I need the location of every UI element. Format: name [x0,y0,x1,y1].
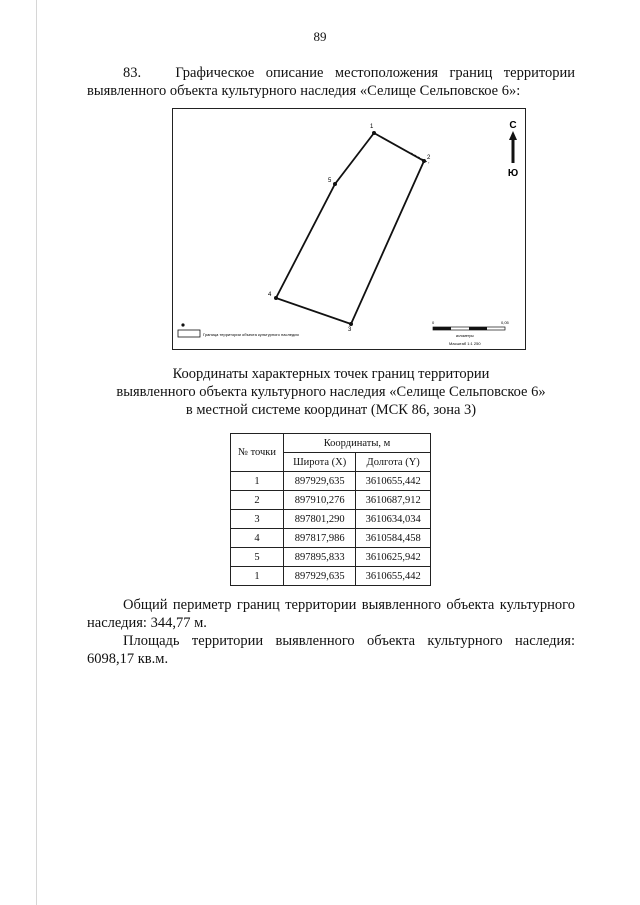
table-row [231,529,431,548]
cell-y: 3610687,912 [356,491,431,510]
vertex-marker-2 [422,159,426,163]
perimeter-paragraph: Общий периметр границ территории выявленного объекта культурного наследия: 344,77 м. [87,597,575,631]
cell-y: 3610625,942 [356,548,431,567]
vertex-label-3: 3 [348,327,352,333]
cell-x: 897929,635 [284,567,356,586]
legend-swatch [178,330,200,337]
vertex-label-4: 4 [268,292,272,298]
vertex-marker-5 [333,182,337,186]
header-coordinates: Координаты, м [284,434,431,453]
page-number: 89 [313,29,327,44]
vertex-marker-4 [274,296,278,300]
coordinates-table [230,433,431,586]
area-paragraph: Площадь территории выявленного объекта культурного наследия: 6098,17 кв.м. [87,633,575,667]
cell-x: 897910,276 [284,491,356,510]
cell-x: 897817,986 [284,529,356,548]
table-row [231,548,431,567]
boundary-line [276,133,424,324]
boundary-map-svg [173,109,525,349]
compass-north-label: С [509,120,517,131]
cell-y: 3610584,458 [356,529,431,548]
table-row [231,510,431,529]
cell-y: 3610634,034 [356,510,431,529]
coordinates-title-line-3: в местной системе координат (МСК 86, зона 3) [185,402,477,418]
cell-y: 3610655,442 [356,567,431,586]
scale-unit-label: километры [456,334,474,338]
scale-end-label: 0,05 [501,320,509,325]
cell-x: 897929,635 [284,472,356,491]
scale-ratio-label: Масштаб 1:1 250 [449,341,481,346]
scale-start-label: 0 [432,320,435,325]
cell-x: 897801,290 [284,510,356,529]
table-row [231,491,431,510]
cell-point: 1 [231,472,284,491]
cell-x: 897895,833 [284,548,356,567]
scale-bar [432,320,510,346]
header-latitude: Широта (X) [284,453,356,472]
vertex-label-2: 2 [427,155,431,161]
vertex-marker-3 [349,322,353,326]
cell-point: 3 [231,510,284,529]
coordinates-title-line-2: выявленного объекта культурного наследия «Селище Сельповское 6» [116,384,546,400]
vertex-label-5: 5 [328,178,332,184]
section-heading: 83. Графическое описание местоположения границ территории выявленного объекта культурного наследия «Селище Сельповское 6»: [87,65,575,99]
cell-point: 5 [231,548,284,567]
cell-y: 3610655,442 [356,472,431,491]
map-legend [178,323,299,337]
coordinates-title [87,365,575,419]
cell-point: 2 [231,491,284,510]
legend-label: Граница территории объекта культурного наследия [203,332,299,337]
table-row [231,567,431,586]
north-arrow-icon [508,120,518,179]
compass-south-label: Ю [507,168,519,179]
header-point-number: № точки [231,434,284,472]
vertex-marker-1 [372,131,376,135]
boundary-map [172,108,526,350]
cell-point: 4 [231,529,284,548]
coordinates-title-line-1: Координаты характерных точек границ территории [172,366,490,382]
cell-point: 1 [231,567,284,586]
table-row [231,472,431,491]
page-margin-line [36,0,37,905]
header-longitude: Долгота (Y) [356,453,431,472]
vertex-label-1: 1 [370,124,374,130]
